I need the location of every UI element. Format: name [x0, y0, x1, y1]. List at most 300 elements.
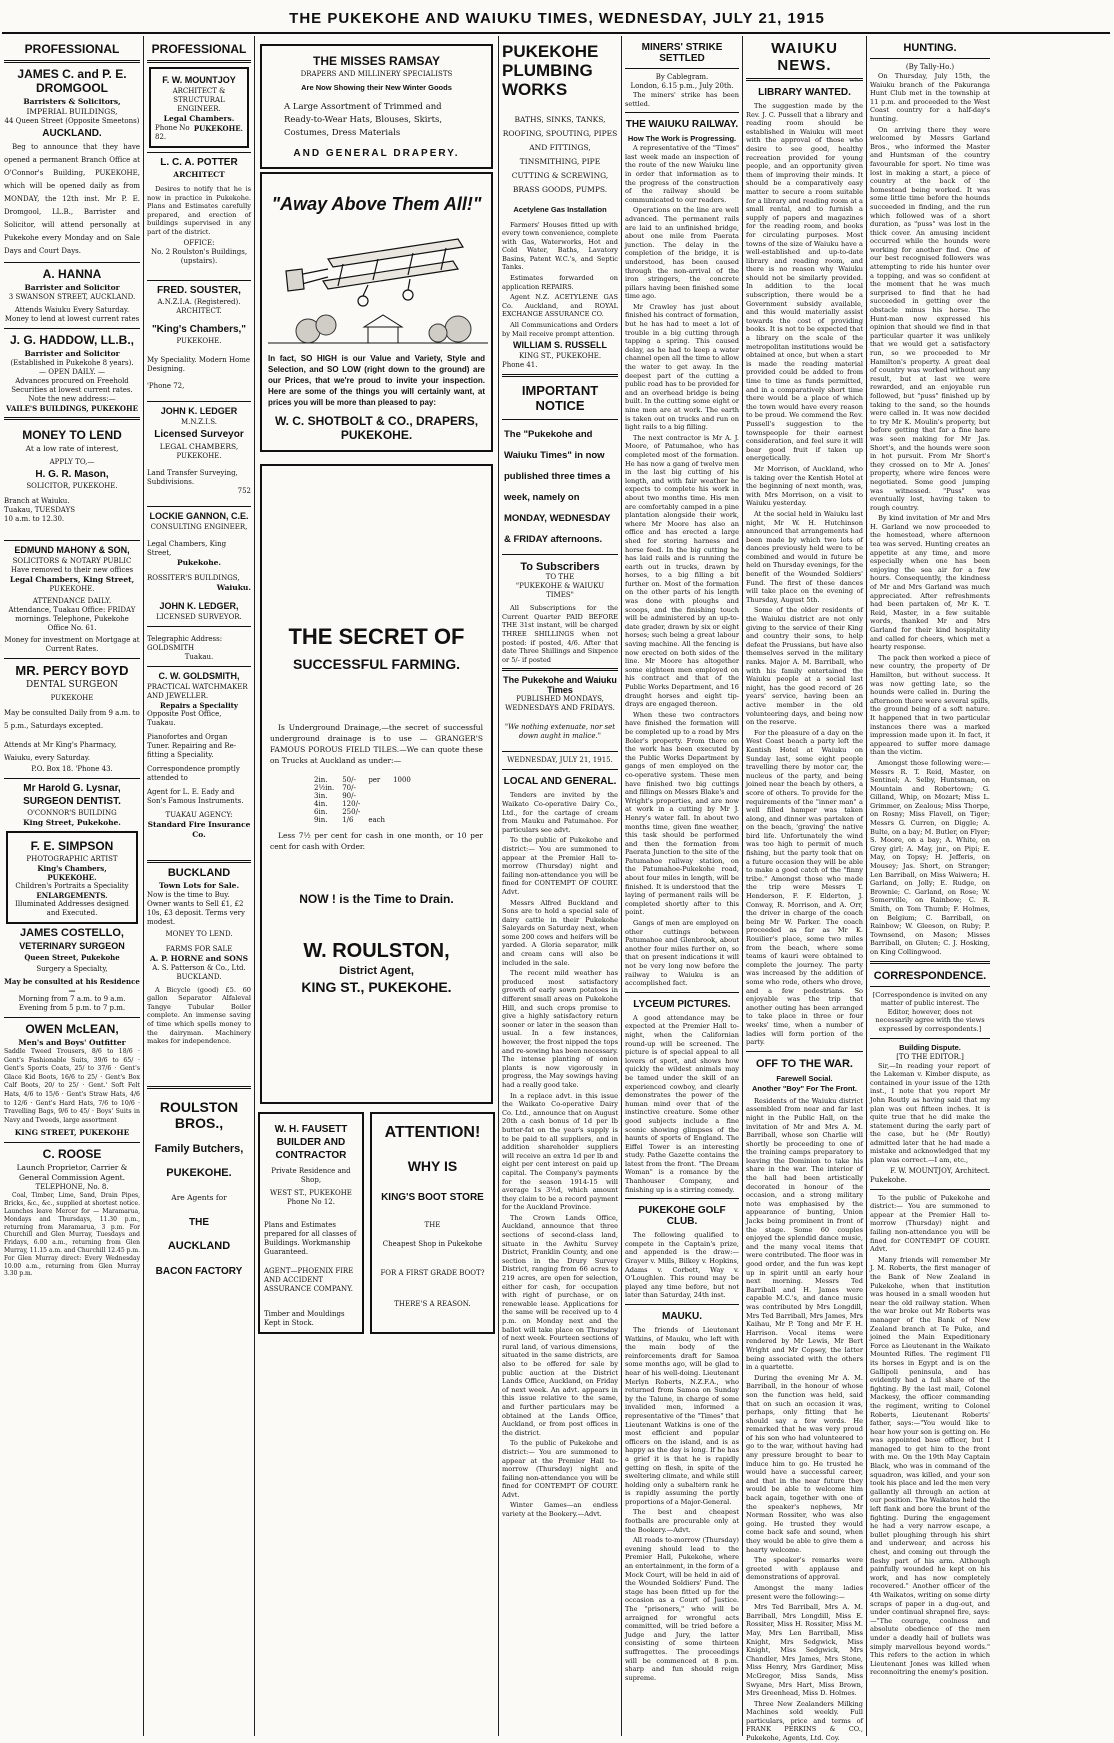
column-news-1 [625, 36, 739, 1736]
advert-line: LEGAL CHAMBERS, [159, 441, 239, 451]
advert-line: Attendance, Tuakau Office: FRIDAY mornings. Telephone, Pukekohe Office No. 61. [8, 606, 136, 632]
advert-line: A.N.Z.I.A. (Registered). [157, 297, 241, 306]
article-paragraph: At the social held in Waiuku last night, Mr W. H. Hutchinson announced that arrangements had been made by which two lots of dances previously held were to be combined and would in future be held on Thursday evenings, for the benefit of the Wounded Soldiers' Fund. The first of these dances will take place on the evening of Thursday, August 5th. [746, 509, 863, 604]
advert-line: Tuakau, TUESDAYS [4, 506, 75, 514]
advert-line: PUKEKOHE. [176, 451, 222, 460]
article-subtitle: Building Dispute. [899, 1042, 961, 1052]
article-title: THE WAIUKU RAILWAY. [625, 119, 739, 131]
advert-line: BUCKLAND. [176, 972, 222, 981]
price-cell [364, 808, 389, 816]
price-cell: 70/- [342, 784, 356, 792]
notice-body: The "Pukekohe and Waiuku Times" in now published three times a week, namely on MONDAY, WEDNESDAY & FRIDAY afternoons. [504, 429, 611, 546]
price-row [310, 816, 415, 824]
advert-line: All Communications and Orders by Mail receive prompt attention. [502, 321, 618, 338]
section-heading: PROFESSIONAL [151, 42, 247, 56]
advert-simpson [6, 831, 138, 924]
paper-title: The Pukekohe and Waiuku Times [503, 675, 617, 696]
article-paragraph: Messrs Alfred Buckland and Sons are to hold a special sale of dairy cattle in their Pukekohe Saleyards on Saturday next, when some 200 cows and heifers will be yarded. A Gloria separator, milk and cream cans will also be included in the sale. [502, 898, 618, 967]
price-cell [389, 792, 415, 800]
article-paragraph: To the public of Pukekohe and district:— You are summoned to appear at the Premier Hall to-morrow (Thursday) night and failing non-attendance you will be fined for CONTEMPT OF COURT. Advt. [502, 836, 618, 896]
article-paragraph: Three New Zealanders Milking Machines sold weekly. Full particulars, price and terms of FRANK PERKINS & CO., Pukekohe, Agents, Ltd. Coy. [746, 1699, 863, 1743]
advert-line: No. 2 Roulston's Buildings, (upstairs). [150, 247, 248, 265]
advert-line: ARCHITECT [173, 170, 225, 179]
waiuku-news-masthead: WAIUKU NEWS. [771, 40, 838, 74]
subscribers-title: To Subscribers [520, 561, 600, 574]
price-cell: 9in. [314, 816, 328, 824]
paper-motto: "We nothing extenuate, nor set down aught in malice." [504, 723, 616, 741]
advert-line: SURGEON DENTIST. [23, 796, 121, 807]
advert-line: May be consulted Daily from 9 a.m. to 5 p.m., Saturdays excepted. [4, 709, 140, 730]
advert-name: MR. PERCY BOYD [15, 663, 129, 678]
article-paragraph: The miners' strike has been settled. [625, 91, 739, 108]
article-paragraph: The pack then worked a piece of new country, the property of Dr Hamilton, but without success. It was now getting late, so the hounds were called in. During the afternoon there were several spills, the ground being of a soft nature. It happened that in two particular instances there was a marked impression made upon it. In fact, it appeared to suffer more damage than the victim. [870, 653, 990, 757]
advert-line: ARCHITECT & STRUCTURAL ENGINEER. [172, 87, 226, 113]
advert-body: Desires to notify that he is now in practice in Pukekohe. Plans and Estimates carefully prepared, and erection of buildings supervised in any part of the district. [147, 185, 251, 236]
advert-line: H. G. R. Mason, [35, 469, 109, 480]
advert-line: PUKEKOHE. [47, 873, 97, 882]
advert-terms: Less 7½ per cent for cash in one month, or 10 per cent for cash with Order. [270, 831, 483, 851]
price-row [310, 784, 415, 792]
advert-line: Legal Chambers, King Street, [9, 575, 135, 584]
article-paragraph: Mrs Ted Barriball, Mrs A. M. Barriball, Mrs Longdill, Miss E. Rossiter, Miss H. Rossiter, Miss M. May, Mrs Len Barriball, Miss Knight, Mrs Sedgwick, Miss Knight, Miss Sedgwick, Mrs Chandler, Mrs James, Mrs Stone, Miss Henry, Mrs Gardiner, Miss McGregor, Miss Sands, Miss Swyane, Mrs Hart, Miss Brown, Mrs Greenhead, Miss D. Holmes. [746, 1603, 863, 1698]
advert-line: Legal Chambers. [163, 114, 235, 123]
article-paragraph: Residents of the Waiuku district assembled from near and far last night in the Public Hall, on the invitation of Mr and Mrs A. M. Barriball, whose son Charlie will shortly be proceeding to one of the training camps preparatory to leaving the Dominion to take his share in the war. The interior of the hall had been artistically decorated in honour of the occasion, and a strong military note was emphasised by the appearance of bunting, Union Jacks being prominent in front of the stage. Some 60 couples enjoyed the splendid dance music, and the many vocal items that were contributed. The floor was in good order, and the fun was kept up in spirit until an early hour next morning. Messrs Ted Barriball and H. James were capable M.C.'s, and dance music was contributed by Mrs Longdill, Mrs Ted Barriball, Mrs James, Mrs Kaihau, Mr P. Tong and Mr F. H. Harrison. Vocal items were rendered by Mr Lewis, Mr Bert Wright and Mr Copsey, the latter being associated with the others in a quartette. [746, 1096, 863, 1372]
advert-line: Attends Waiuku Every Saturday. [14, 306, 130, 314]
advert-line: Cheapest Shop in Pukekohe [382, 1240, 483, 1248]
advert-name: L. C. A. POTTER [160, 157, 238, 168]
column-rule [742, 36, 743, 1736]
advert-line: — OPEN DAILY. — [39, 368, 105, 376]
price-row [310, 808, 415, 816]
local-general-title: LOCAL AND GENERAL. [503, 776, 617, 788]
advert-line: PRACTICAL WATCHMAKER AND JEWELLER. [147, 682, 248, 700]
letter-place: Pukekohe. [870, 1175, 907, 1184]
article-paragraph: The suggestion made by the Rev. J. C. Pussell that a library and reading room should be established in Waiuku will meet with the approval of those who desire to see good, healthy recreation provided for young people, and an opportunity given them of improving their minds. It should be a comparatively easy matter to secure a room suitable for a library and reading room at a small rental, and to furnish a supply of papers and magazines for the reading room, and books for circulating purposes. Most towns of the size of Waiuku have a well-established and up-to-date library and reading room, and there is no reason why Waiuku should not be similarly provided. In addition to the local subscription, there would be a Government subsidy available, and this would materially assist towards the cost of providing books. It is not to be expected that a library on the scale of the metropolitan institutions would be obtained at once, but when a start is made the reading material provided could be added to from time to time as funds permitted, and in a comparatively short time there would be a place of which the town would have every reason to be proud. We commend the Rev. Pussell's suggestion to the townspeople for their earnest consideration, and feel sure it will bear good fruit if taken up energetically. [746, 102, 863, 463]
advert-body: Coal, Timber, Lime, Sand, Drain Pipes, Bricks, &c., &c., supplied at shortest notice. Launches leave Mercer for — Maramarua, Mondays and Thursdays, 11.30 p.m., returning from Maramarua, 3 p.m. For Churchill and Glen Murray, Tuesdays and Fridays, 6.00 a.m., returning from Glen Murray, 11.15 a.m. and Churchill 12.45 p.m. For Glen Murray direct: Every Wednesday 10.00 a.m., returning from Glen Murray 3.30 p.m. [4, 1192, 140, 1278]
advert-name: BUCKLAND [167, 866, 231, 879]
advert-line: At a low rate of interest, [25, 444, 119, 453]
advert-line: Barristers & Solicitors, [23, 97, 121, 106]
advert-body: Farmers' Houses fitted up with every town convenience, complete with Gas, Waterworks, Hot and Cold Water, Baths, Lavatory Basins, Patent W.C.'s, and Septic Tanks. [502, 220, 618, 272]
article-paragraph: On arriving there they were welcomed by Messrs Garland Bros., who informed the Master and Huntsman of the country favourable for sport. No time was lost in making a start, a piece of country at the back of the homestead being worked. It was some little time before the hounds succeeded in finding, and the run which followed was of a short duration, as "puss" was lost in the thick cover. An amusing incident occurred while the hounds were working for another find. One of our best recognised followers was attempting to ride his hunter over a topping, and was so confident at the moment that he was much surprised to find that he had succeeded in getting over the obstacle minus his horse. The Hunt-man now expressed his opinion that should we find in that particular quarter it was unlikely that we would get a satisfactory run, so we proceeded to Mr Hamilton's property. A great deal of country was worked without any result, but at last we were rewarded, and an enjoyable run followed, but "puss" finished up by taking to the sand, so the hounds were called in. It was now decided to try Mr K. Moulin's property, but before getting that far a fine hare was seen making for Mr Jas. Short's, and the hounds were soon in hot pursuit. From Mr Short's they crossed on to Mr A. Jones' property, where wire fences were negotiated. Some good jumping was witnessed. "Puss" was eventually lost, having taken to rough country. [870, 125, 990, 512]
price-cell [364, 792, 389, 800]
advert-percy-boyd [4, 663, 140, 774]
advert-line: SOLICITOR, PUKEKOHE. [26, 482, 118, 490]
price-cell: per [368, 776, 381, 784]
price-cell: 6in. [314, 808, 328, 816]
price-cell [389, 816, 415, 824]
advert-name: FRED. SOUSTER, [157, 284, 241, 296]
advert-line: VETERINARY SURGEON [19, 941, 125, 951]
column-rule [866, 36, 867, 1736]
advert-line: My Speciality. Modern Home Designing. [147, 355, 251, 373]
price-cell: 1000 [393, 776, 411, 784]
article-paragraph: The Crown Lands Office, Auckland, announce that three sections of second-class land, situate in the Awhitu Survey District, Franklin County, and one section in the Drury Survey District, ranging from 66 acres to 219 acres, are open for selection, either for cash, for occupation with right of purchase, or on renewable lease. Applications for the same will be received up to 4 p.m. on Monday next and the ballot will take place on Thursday of next week. Fourteen sections of rural land, of various dimensions, situated in the same districts, are also to be offered for sale by public auction at the District Lands Office, Auckland, on Friday of next week. An advt. appears in this issue relative to the same, and further particulars may be obtained at the Lands Office, Auckland, or from post offices in the district. [502, 1213, 618, 1437]
paper-date: WEDNESDAY, JULY 21, 1915. [507, 756, 613, 765]
newspaper-masthead: THE PUKEKOHE AND WAIUKU TIMES, WEDNESDAY, JULY 21, 1915 [289, 10, 825, 27]
advert-line: APPLY TO,— [49, 458, 95, 466]
advert-goldsmith [147, 671, 251, 840]
article-subtitle: How The Work is Progressing. [627, 134, 737, 144]
advert-line: O'CONNOR'S BUILDING [27, 809, 117, 817]
price-row [310, 776, 415, 784]
advert-line: ROSSITER'S BUILDINGS, [147, 573, 240, 582]
article-title: LYCEUM PICTURES. [633, 998, 731, 1010]
article-paragraph: A good attendance may be expected at the Premier Hall to-night, when the Californian round-up will be screened. The picture is of special appeal to all lovers of sport, and shows how quickly the wildest animals may be tamed under the skill of an experienced cowboy, and clearly demonstrates the power of the human mind over that of the instinctive creature. Some other good subjects include a fine scenic showing glimpses of the haunts of sports of England. The Eiffel Tower is an interesting study. Pathe Gazette contains the latest from the front. "The Dream Woman" is a romance by the Thanhouser Company, and finishing up is a stirring comedy. [625, 1013, 739, 1194]
advert-body: Saddle Tweed Trousers, 8/6 to 18/6 · Gent's Fashionable Suits, 39/6 to 65/ · Gent's Sports Coats, 25/ to 37/6 · Gent's Glace Kid Boots, 16/6 to 25/ · Gent's Box Calf Boots, 20/ to 25/ · Gent.' Soft Felt Hats, 4/6 to 15/6 · Gent's Straw Hats, 4/6 to 12/6 · Gent's Hard Hats, 7/6 to 10/6 · Travelling Bags, 9/6 to 45/ · Boys' Suits in Navy and Tweeds, large assortment [4, 1048, 140, 1124]
advert-line: THERE'S A REASON. [394, 1300, 471, 1308]
advert-line: Phone No 82. [155, 124, 190, 141]
advert-line: King Street, Pukekohe. [23, 818, 121, 827]
advert-ledger-2 [147, 601, 251, 662]
article-line: [TO THE EDITOR.] [896, 1052, 964, 1061]
advert-body: Beg to announce that they have opened a permanent Branch Office at O'Connor's Building, PUKEKOHE, which will be opened daily as from MONDAY, the 12th inst. Mr P. E. Dromgool, LL.B., Barrister and Solicitor, will attend personally at Pukekohe every Monday and on Sale Days and Court Days. [4, 143, 140, 255]
article-paragraph: The speaker's remarks were greeted with applause and demonstrations of approval. [746, 1556, 863, 1582]
advert-line: Note the new address:— [28, 395, 116, 403]
advert-line: CONSULTING ENGINEER, [150, 522, 248, 531]
biplane-illustration [268, 219, 488, 349]
advert-line: Land Transfer Surveying, Subdivisions. [147, 468, 238, 486]
article-paragraph: Operations on the line are well advanced. The permanent rails are laid to an unfinished bridge, about one mile from Paerata junction. The delay in the completion of the bridge, it is understood, has been caused through the non-arrival of the iron stringers, the concrete pillars having been finished some time ago. [625, 206, 739, 301]
advert-fausett [258, 1112, 364, 1334]
advert-name: W. ROULSTON, [303, 940, 450, 962]
article-paragraph: In a replace advt. in this issue the Waikato Co-operative Dairy Co. Ltd., announce that on August 20th a cash bonus of 1d per lb butter-fat on the year's supply is to be paid to all suppliers, and in addition shareholder suppliers will receive an extra 1d per lb and eight per cent interest on paid up capital. The Company's payments for the season 1914-15 will average 1s 3½d, which amount they claim to be a record payment for the Auckland Province. [502, 1091, 618, 1212]
advert-line: A. S. Patterson & Co., Ltd. [152, 963, 246, 972]
advert-line: AUCKLAND. [42, 128, 102, 139]
advert-line: Morning from 7 a.m. to 9 a.m. [18, 995, 126, 1003]
advert-hanna [4, 267, 140, 324]
advert-line: 3 SWANSON STREET, AUCKLAND. [8, 293, 136, 301]
editorial-note: [Correspondence is invited on any matter of public interest. The Editor, however, does not necessarily agree with the views expressed by correspondents.] [872, 990, 988, 1033]
price-cell: 2in. [314, 776, 328, 784]
advert-line: TELEPHONE, No. 8. [35, 1183, 109, 1192]
advert-line: Pianofortes and Organ Tuner. Repairing and Re-fitting a Speciality. [147, 732, 237, 759]
price-cell: 1/6 [342, 816, 354, 824]
advert-roulston-bros [147, 1099, 251, 1277]
advert-line: Telegraphic Address: GOLDSMITH [147, 634, 223, 652]
advert-kings-boot-store [370, 1112, 495, 1334]
price-cell: 50/- [342, 776, 356, 784]
advert-title: THE SECRET OF [288, 624, 465, 649]
advert-line: BUILDER AND [276, 1137, 346, 1148]
article-paragraph: Tenders are invited by the Waikato Co-operative Dairy Co., Ltd., for the cartage of cream from Mauku and Patumahoe. For particulars see advt. [502, 791, 618, 834]
paper-line: PUBLISHED MONDAYS, WEDNESDAYS AND FRIDAYS. [505, 695, 615, 713]
advert-line: M.N.Z.I.S. [180, 417, 218, 426]
column-professional-2 [147, 36, 251, 1736]
article-title: MAUKU. [662, 1311, 702, 1322]
advert-line: Agent N.Z. ACETYLENE GAS Co. Auckland, and ROYAL EXCHANGE ASSURANCE CO. [502, 293, 618, 319]
price-cell [389, 784, 415, 792]
advert-line: District Agent, [339, 965, 414, 977]
advert-mclean [4, 1022, 140, 1138]
notice-title: IMPORTANT NOTICE [521, 383, 599, 414]
column-rule [621, 36, 622, 1736]
advert-line: 10 a.m. to 12.30. [4, 515, 65, 523]
advert-line: AUCKLAND [167, 1239, 231, 1252]
advert-line: Correspondence promptly attended to [147, 764, 240, 782]
column-hunting-correspondence [870, 36, 1110, 1736]
advert-line: PUKEKOHE [50, 694, 94, 702]
advert-line: OFFICE: [183, 238, 215, 247]
column-adverts-wide [258, 36, 495, 1736]
price-cell: 250/- [342, 808, 361, 816]
advert-costello [4, 927, 140, 1013]
article-title: HUNTING. [903, 42, 957, 54]
advert-line: Money for investment on Mortgage at Current Rates. [4, 636, 140, 653]
advert-name: JAMES C. and P. E. DROMGOOL [17, 67, 127, 95]
advert-line: IMPERIAL BUILDINGS, [26, 107, 118, 116]
advert-line: PHOTOGRAPHIC ARTIST [26, 855, 118, 863]
article-paragraph: Amongst the many ladies present were the following:— [746, 1583, 863, 1601]
advert-line: AGENT—PHOENIX FIRE AND ACCIDENT ASSURANCE COMPANY. [264, 1267, 354, 1293]
advert-line: Barrister and Solicitor [24, 283, 120, 292]
advert-line: Advances procured on Freehold Securities at lowest current rates. [11, 377, 133, 394]
article-paragraph: Winter Games—an endless variety at the Bookery.—Advt. [502, 1501, 618, 1519]
article-subtitle: Another "Boy" For The Front. [751, 1083, 858, 1093]
column-professional-1 [4, 36, 140, 1736]
advert-line: Pukekohe. [176, 557, 222, 567]
advert-line: MONEY TO LEND. [165, 929, 233, 938]
article-paragraph: The friends of Lieutenant Watkins, of Mauku, who left with the main body of the reinforcements draft for Samoa some months ago, will be glad to hear of his well-doing. Lieutenant Merlyn Roberts, N.Z.F.A., who returned from Samoa on Sunday by the Talune, in charge of some invalided men, informed a representative of the "Times" that Lieutenant Watkins is one of the most efficient and popular officers on the island, and is as happy as the day is long. If he has a grief it is that he is rapidly getting on flesh, in spite of the sweltering climate, and while still holding only a subaltern rank he is rapidly assuming the portly proportions of a Major-General. [625, 1326, 740, 1506]
advert-line: Are Agents for [171, 1192, 227, 1202]
subscribers-line: TO THE [545, 573, 575, 582]
advert-roulston-drainage [260, 464, 493, 1104]
advert-line: Launch Proprietor, Carrier & General Commission Agent. [16, 1163, 128, 1183]
advert-name: F. W. MOUNTJOY [162, 75, 236, 85]
article-line: By Cablegram. [655, 73, 709, 81]
advert-name: A. HANNA [42, 267, 102, 281]
price-cell [364, 784, 389, 792]
article-paragraph: The recent mild weather has produced most satisfactory growth of early sown potatoes in different small areas on Pukekohe Hill, and such crops promise to give a highly satisfactory return sooner or later in the season than usual. In a few instances, however, the frost nipped the tops and re-sowing has been necessary. The intense planting of onion plants is now vigorously in progress, the May sowings having had a really good take. [502, 969, 619, 1089]
advert-title: ATTENTION! [384, 1124, 481, 1141]
advert-line: ENLARGEMENTS. [36, 891, 108, 900]
advert-line: PUKEKOHE. [49, 585, 95, 593]
advert-line: (Established in Pukekohe 8 years). [10, 359, 134, 367]
advert-ledger [147, 406, 251, 496]
article-line: (By Tally-Ho.) [905, 63, 955, 71]
advert-name: LOCKIE GANNON, C.E. [149, 510, 249, 521]
advert-name: WILLIAM S. RUSSELL [513, 340, 607, 351]
advert-name: C. ROOSE [42, 1147, 102, 1162]
advert-body: A Bicycle (good) £5. 60 gallon Separator Alfaleval Tangye Tubular Boiler complete. An immense saving of time which spells money to the dairyman. Machinery makes for independence. [147, 985, 251, 1046]
price-cell [364, 800, 389, 808]
advert-name: JAMES COSTELLO, [20, 927, 124, 939]
advert-buckland [147, 867, 251, 1046]
advert-slogan: "Away Above Them All!" [271, 194, 482, 214]
article-paragraph: Some of the older residents of the Waiuku district are not only giving to the service of their King and country their sons, to help defeat the Prussians, but have also themselves served in the military ranks. Major A. M. Barriball, who with his family entertained the Waiuku people at a social last night, has the good record of 26 years' service, having been an active member in the old volunteering days, and being now on the reserve. [746, 606, 864, 727]
advert-name: Mr Harold G. Lysnar, [23, 783, 121, 794]
price-cell: 2½in. [314, 784, 335, 792]
advert-souster [147, 285, 251, 391]
article-paragraph: During the evening Mr A. M. Barriball, in the honour of whose son the function was held, said that on such an occasion it was, perhaps, only fitting that he should say a few words. He remarked that he was very proud of his son who had volunteered to go to the war, without having had any pressure brought to bear to induce him to go. He trusted he would have a successful career, and that in the near future they would be able to welcome him back again, together with one of the speaker's nephews, Mr Norman Rossiter, who was also going. He trusted they would come back safe and sound, when they would be able to give them a hearty welcome. [746, 1373, 863, 1554]
advert-money-to-lend [4, 428, 140, 524]
article-title: MINERS' STRIKE SETTLED [641, 42, 723, 64]
advert-line: Queen Street, Pukekohe [24, 953, 120, 962]
advert-line: Repairs a Speciality [160, 700, 238, 710]
advert-line: King's Chambers, [37, 864, 107, 873]
article-paragraph: To the public of Pukekohe and district:— You are summoned to appear at the Premier Hall to-morrow (Thursday) night and failing non-attendance you will be fined for CONTEMPT OF COURT. Advt. [870, 1193, 990, 1254]
article-title: LIBRARY WANTED. [758, 87, 851, 98]
advert-body: In fact, SO HIGH is our Value and Variety, Style and Selection, and SO LOW (right down to the ground) are our Prices, that we're proud to invite your inspection. Here are some of the things you will certainly want, at prices you will be more than pleased to pay: [268, 354, 485, 407]
price-cell [389, 800, 415, 808]
article-paragraph: The next contractor is Mr A. J. Moore, of Patumahoe, who has completed most of the formation. He has now a gang of twelve men in the last big cutting of his length, and with fair weather he expects to complete his work in about two months time. His men are comfortably camped in a pine plantation alongside their work, where Mr Moore has also an office and has erected a large shed for storing harness and horse feed. In the big cutting he has laid rails and is running the earth out in trucks, drawn by horses, to a big filling a bit further on. Most of the formation on the other parts of his length was done with ploughs and scoops, and the finishing touch will be administered by an up-to-date grader, drawn by six or eight horses; such being a great labour saving machine. All the fencing is now erected on both sides of the line. Mr Moore has altogether some eighteen men employed on his contract and that of the Public Works Department, and 16 draught horses and eight tip-drays are engaged thereon. [625, 433, 739, 709]
advert-line: Barrister and Solicitor [24, 349, 120, 358]
advert-roose [4, 1147, 140, 1278]
column-rule [143, 36, 144, 1736]
advert-name: JOHN K. LEDGER [160, 405, 238, 416]
advert-line: "King's Chambers," [151, 323, 247, 335]
article-subtitle: Farewell Social. [776, 1073, 833, 1083]
advert-line: Now is the time to Buy. Owner wants to Sell £1, £2 10s, £3 deposit. Terms very modest. [147, 890, 245, 926]
article-paragraph: The following qualified to compete in the Captain's prize, and appended is the draw:—Grayer v. Mills, Bilkey v. Hopkins, Adams v. Corbett, Way v. O'Loughlen. This round may be played any time before, but not later than Saturday, 24th inst. [625, 1231, 739, 1300]
advert-line: Men's and Boys' Outfitter [18, 1038, 126, 1047]
advert-line: PUKEKOHE. [166, 1166, 232, 1179]
advert-line: DENTAL SURGEON [25, 680, 119, 690]
advert-line: THE [424, 1221, 441, 1229]
section-heading: PROFESSIONAL [24, 42, 120, 56]
article-paragraph: Sir,—In reading your report of the Lakeman v. Kimber dispute, as contained in your issue of the 12th inst., I note that you report Mr John Routly as having said that my plan was out fifteen inches. It is quite true that he did make the statement during the early part of the case, but he (Mr Routly) admitted later that he had made a mistake and acknowledged that my plan was correct.—I am, etc., [870, 1061, 990, 1165]
advert-line: VAILE'S BUILDINGS, PUKEKOHE [6, 404, 138, 413]
advert-potter [147, 157, 251, 266]
advert-name: OWEN McLEAN, [25, 1022, 119, 1036]
price-cell: 3in. [314, 792, 328, 800]
advert-title: PUKEKOHE PLUMBING WORKS [502, 42, 599, 99]
advert-line: KING ST., PUKEKOHE. [301, 979, 452, 995]
advert-line: Waiuku. [216, 582, 251, 592]
advert-name: JOHN K. LEDGER, [159, 600, 239, 611]
advert-line: FOR A FIRST GRADE BOOT? [380, 1269, 485, 1277]
article-paragraph: To the public of Pukekohe and district:— You are summoned to appear at the Premier Hall to-morrow (Thursday) night and failing non-attendance you will be fined for CONTEMPT OF COURT. Advt. [502, 1439, 618, 1499]
advert-name: ROULSTON BROS., [159, 1098, 239, 1131]
advert-line: Town Lots for Sale. [158, 880, 240, 890]
advert-line: Attends at Mr King's Pharmacy, Waiuku, every Saturday. [4, 741, 117, 762]
advert-line: Children's Portraits a Speciality [15, 882, 129, 890]
advert-name: THE MISSES RAMSAY [313, 54, 440, 68]
article-paragraph: Mr Morrison, of Auckland, who is taking over the Kentish Hotel at the beginning of next month, was, with Mrs Morrison, on a visit to Waiuku yesterday. [746, 464, 863, 508]
advert-line: LICENSED SURVEYOR. [156, 612, 242, 621]
advert-line: 752 [237, 486, 251, 495]
advert-line: WEST ST., PUKEKOHE [269, 1189, 352, 1197]
article-paragraph: Many friends will remember Mr J. M. Roberts, the first manager of the Bank of New Zealand in Pukekohe, when that institution was housed in a small wooden hut near the old railway station. When the war broke out Mr Roberts was manager of the Bank of New Zealand branch at Te Puke, and joined the Main Expeditionary Force as Lieutenant in the Waikato Mounted Rifles. The regiment I'll its horses in Egypt and is on the Gallipoli peninsula, and has evidently had a full share of the fighting. By the last mail, Colonel Mackesy, the officer commanding the regiment, writing to Colonel Roberts, Lieutenant Roberts' father, says:—"You would like to hear how your son is getting on. He was appointed base officer, but I managed to get him to the front with me. On the 19th May Captain Black, who was in command of the squadron, was killed, and your son took his place and led the men very gallantly all through an action at our position. The Waikatos held the left flank and bore the brunt of the fighting. During the engagement he had a very narrow escape, a bullet ploughing through his shirt and underwear, and across his chest, and coming out through the fleshy part of his arm. Although painfully wounded he kept on his work, and has now completely recovered." Another officer of the 4th Waikatos, writing on some dirty scraps of paper in a dug-out, and under continual shrapnel fire, says:—"The courage, coolness and absolute obedience of the men under a deadly hail of bullets was simply marvellous beyond words." This refers to the action in which Lieutenant Jones was killed when reconnoitring the enemy's position. [870, 1255, 990, 1677]
advert-line: Illuminated Addresses designed and Executed. [15, 900, 129, 917]
advert-line: Estimates forwarded on application REPAIRS. [502, 274, 618, 291]
advert-haddow [4, 333, 140, 413]
advert-line: 44 Queen Street (Opposite Smeetons) [4, 117, 140, 125]
advert-line: Agent for L. E. Eady and Son's Famous Instruments. [147, 787, 244, 805]
advert-line: Are Now Showing their New Winter Goods [301, 83, 452, 92]
column-waiuku-news [746, 36, 864, 1743]
advert-line: BACON FACTORY [155, 1265, 243, 1277]
advert-line: KING STREET, PUKEKOHE [14, 1128, 130, 1138]
advert-line: DRAPERS AND MILLINERY SPECIALISTS [300, 70, 453, 78]
advert-line: Have removed to their new offices [10, 566, 134, 574]
advert-line: Acetylene Gas Installation [513, 204, 607, 214]
advert-dromgool [4, 67, 140, 258]
advert-name: J. G. HADDOW, LL.B., [9, 333, 134, 347]
advert-line: SOLICITORS & NOTARY PUBLIC [12, 557, 132, 565]
advert-line: Money to lend at lowest current rates [4, 315, 140, 323]
article-paragraph: For the pleasure of a day on the West Coast beach a party left the Kentish Hotel at Waiuku on Sunday last, some eight people travelling there by motor car, the nucleus of the party, and being joined near the beach by others, a score of others. To provide for the requirements of the "inner man" a well filled hamper was taken along, and dinner was partaken of on the beach, 'graving' the native bird life. Unfortunately the wind was too high to permit of much fishing, but the party took that on a future occasion they will be able to make a good catch of the "finny tribe." Amongst those who made the trip were Messrs T. Henderson, F. F. Elderton, J. Conway, R. Morrison, and A. Orr, the driver in charge of the coach being Mr W. Parker. The coach proceeded as far as Mr K. Rouilier's place, some two miles from the beach, where some teams of kauri were obtained to complete the journey. The party was increased by the addition of some who rode, others who drove, and a few pedestrians. So enjoyable was the trip that another outing has been arranged to take place in three or four weeks' time, when a number of ladies will form portion of the party. [746, 728, 863, 1047]
price-cell: 4in. [314, 800, 328, 808]
advert-line: AND GENERAL DRAPERY. [293, 148, 460, 159]
advert-line: Standard Fire Insurance Co. [147, 819, 251, 839]
advert-line: Licensed Surveyor [154, 428, 244, 440]
advert-line: Timber and Mouldings Kept in Stock. [264, 1310, 345, 1327]
letter-signature: F. W. MOUNTJOY, Architect. [890, 1166, 990, 1175]
advert-shotbolt [260, 172, 493, 452]
advert-misses-ramsay [260, 44, 493, 169]
price-row [310, 800, 415, 808]
advert-line: FARMS FOR SALE [165, 944, 233, 953]
article-paragraph: When these two contractors have finished the formation will be completed up to a road by Mrs Boler's property. From there on the work has been executed by the Public Works Department by gangs of men employed on the co-operative system. These men have finished two big cuttings and fillings on Messrs Blake's and Wright's properties, and are now at work in a cutting by Mr J. Henry's water fall. In about two months time, given fine weather, this task should be performed and then the formation from Paerata Junction to the site of the Patumahoe railway station, on the Patumahoe-Pukekohe road, about four miles in length, will be finished. It is understood that the laying of permanent rails will be completed shortly after to this point. [625, 710, 740, 917]
advert-line: Legal Chambers, King Street, [147, 539, 227, 557]
article-title: OFF TO THE WAR. [756, 1057, 853, 1070]
advert-line: Tuakau. [184, 652, 214, 661]
advert-line: Branch at Waiuku. [4, 497, 70, 505]
advert-line: 'Phone 72, [147, 381, 185, 390]
article-line: London, 6.15 p.m., July 20th. [630, 82, 734, 90]
advert-mahony [4, 545, 140, 654]
advert-line: Plans and Estimates prepared for all classes of Buildings. Workmanship Guaranteed. [264, 1221, 357, 1256]
advert-name: F. E. SIMPSON [30, 839, 114, 853]
price-row [310, 792, 415, 800]
advert-line: May be consulted at his Residence — [4, 977, 140, 995]
article-title: CORRESPONDENCE. [873, 969, 987, 982]
advert-name: MONEY TO LEND [22, 428, 122, 442]
advert-line: ARCHITECT. [176, 306, 222, 315]
article-paragraph: A representative of the "Times" last week made an inspection of the route of the new Waiuku line in order that information as to the progress of the construction of the railway should be communicated to our readers. [625, 144, 739, 204]
advert-gannon [147, 511, 251, 593]
advert-line: P.O. Box 18. 'Phone 43. [31, 765, 113, 773]
advert-name: W. C. SHOTBOLT & CO., DRAPERS, PUKEKOHE. [274, 414, 479, 442]
advert-line: A Large Assortment of Trimmed and Ready-to-Wear Hats, Blouses, Skirts, Costumes, Dress Materials [284, 102, 443, 138]
article-paragraph: On Thursday, July 15th, the Waiuku branch of the Pakuranga Hunt Club met in the township at 11 p.m. and proceeded to the West Coast country for a half-day's hunting. [870, 72, 990, 123]
article-title: PUKEKOHE GOLF CLUB. [638, 1205, 726, 1228]
advert-line: TUAKAU AGENCY: [165, 810, 233, 819]
advert-line: Phone No 12. [286, 1198, 335, 1206]
price-cell: 90/- [342, 792, 356, 800]
subscribers-body: All Subscriptions for the Current Quarter PAID BEFORE THE 31st instant, will be charged THREE SHILLINGS when not posted: if posted, 4/6. After that date Three Shillings and Sixpence or 5/- if posted [502, 604, 618, 664]
advert-line: KING ST., PUKEKOHE. [518, 352, 602, 361]
advert-mountjoy [149, 67, 249, 148]
tile-price-table [310, 776, 415, 824]
article-paragraph: By kind invitation of Mr and Mrs H. Garland we now proceeded to the homestead, where afternoon tea was served. Hunting creates an appetite at any time, and more especially when one has been enjoying the sea air for a few hours. Consequently, the kindness of Mr and Mrs Garland was much appreciated. After refreshments had been partaken of, Mr K. T. Reid, Master, in a few suitable words, thanked Mr and Mrs Garland for their kind hospitality and called for cheers, which met a hearty response. [870, 514, 990, 652]
advert-line: Opposite Post Office, Tuakau. [147, 709, 222, 727]
column-rule [254, 36, 255, 1736]
advert-name: C. W. GOLDSMITH, [158, 670, 240, 681]
advert-body: BATHS, SINKS, TANKS, ROOFING, SPOUTING, PIPES AND FITTINGS, TINSMITHING, PIPE CUTTING & SCREWING, BRASS GOODS, PUMPS. [502, 115, 618, 194]
advert-line: ATTENDANCE DAILY. [32, 597, 112, 605]
advert-line: A. P. HORNE and SONS [149, 953, 249, 963]
price-cell: each [368, 816, 386, 824]
advert-line: PUKEKOHE. [176, 336, 222, 345]
masthead-rule [2, 32, 1110, 34]
article-paragraph: All roads to-morrow (Thursday) evening should lead to the Premier Hall, Pukekohe, where an entertainment, in the form of a Mock Court, will be held in aid of the Wounded Soldiers' Fund. The stage has been fitted up for the occasion as a Court of Justice. The "prisoners," who will be arraigned for wrongful acts committed, will be tried before a Judge and Jury, the latter consisting of some thirteen suffragettes. The proceedings will be commenced at 8 p.m. sharp and fun should reign supreme. [625, 1536, 739, 1682]
advert-line: Phone 41. [502, 361, 538, 370]
advert-line: Private Residence and Shop, [271, 1167, 351, 1184]
article-paragraph: Gangs of men are employed on other cuttings between Patumahoe and Glenbrook, about another four miles further on, so that on present indications it will not be very long now before the railway to Waiuku is an accomplished fact. [625, 919, 739, 988]
advert-line: Surgery a Specialty, [36, 965, 108, 973]
article-paragraph: Mr Crawley has just about finished his contract of formation, but he has had to meet a lot of trouble in a big cutting through tapping a spring. This caused delay, as he had to keep a water channel open all the time to allow the water to get away. In the deepest part of the cutting a public road has to be provided for and an overhead bridge is being built. In the cutting some eight or nine men are at work. The earth is taken out on trucks and run on light rails to a big filling. [625, 302, 739, 432]
advert-line: NOW ! is the Time to Drain. [299, 892, 454, 906]
advert-line: Family Butchers, [154, 1142, 244, 1155]
advert-plumbing-works [502, 42, 618, 370]
advert-line: THE [189, 1216, 209, 1228]
article-paragraph: Amongst those following were:—Messrs R. T. Reid, Master, on Sentinel; A. Selby, Huntsman, on Mountain and Robertown; G. Gilland, Whip, on Mozart; Miss L. Grimmer, on Zealous; Miss Thorpe, on Rosny; Miss Flavell, on Tiger; Messrs G. Curren, on Diggle; A. Bulte, on a bay; M. Butler, on Flyer; S. Moore, on a bay; A. White, on Grey girl; A. May, jnr., on Pipi; E. May, on Topsy; H. Jefferis, on Mousey; Jas. Short, on Stranger; Len Barriball, on Miss Waiwera; H. Garland, on Jolly; E. Rudge, on Brownie; C. Garland, on Rose; W. Somerville, on Rainbow; C. R. Smith, on Tom Thumb; F. Holmes, on Belgium; C. Barriball, on Rainbow; W. Gleeson, on Ruby; P. Townsend, on Mason; Misses Barriball, on Gluten; C. J. Hosking, on King Collingwood. [870, 758, 990, 956]
advert-lysnar [4, 783, 140, 828]
subscribers-line: "PUKEKOHE & WAIUKU TIMES" [515, 582, 605, 600]
price-cell: 120/- [342, 800, 361, 808]
